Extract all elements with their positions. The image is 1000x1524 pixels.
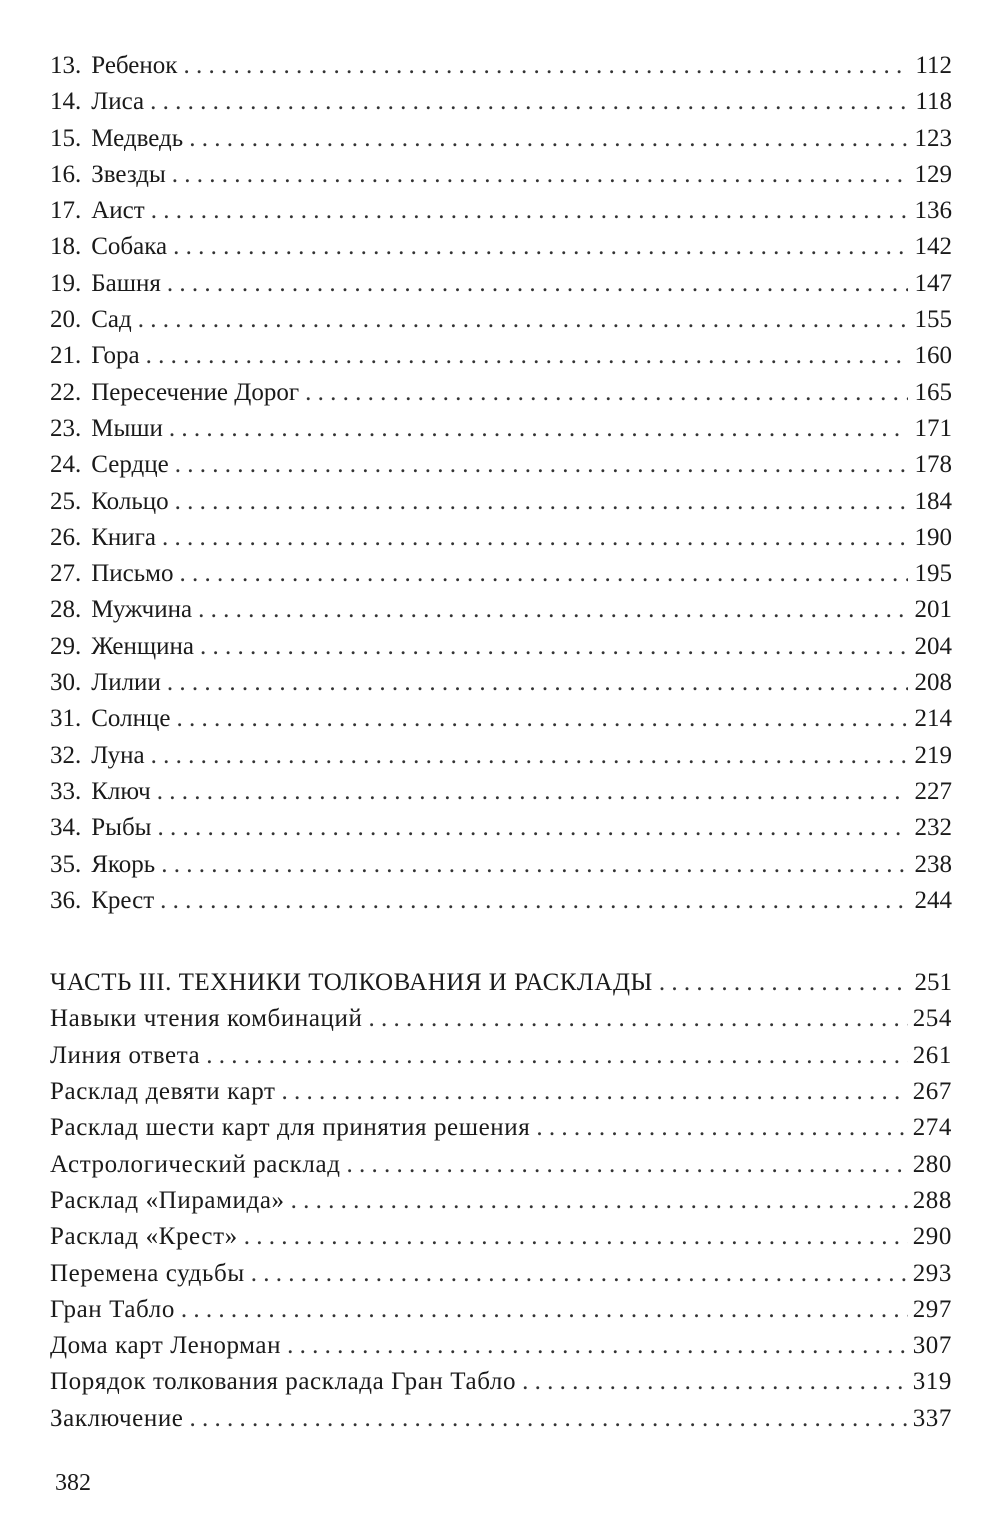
part-heading-title: ЧАСТЬ III. ТЕХНИКИ ТОЛКОВАНИЯ И РАСКЛАДЫ [50, 969, 653, 997]
dot-leader [162, 520, 908, 556]
dot-leader [206, 1038, 908, 1074]
entry-page-number: 232 [914, 814, 952, 842]
entry-number: 15. [50, 124, 82, 152]
entry-number: 28. [50, 596, 82, 624]
entry-title: Женщина [91, 632, 194, 660]
toc-entry [50, 1292, 952, 1328]
toc-entry [50, 1219, 952, 1255]
dot-leader [287, 1328, 908, 1364]
entry-title: Башня [91, 269, 161, 297]
dot-leader [160, 883, 908, 919]
part-heading [50, 965, 952, 1001]
dot-leader [176, 701, 908, 737]
toc-entry [50, 629, 952, 665]
dot-leader [150, 84, 908, 120]
toc-entry [50, 484, 952, 520]
entry-page-number: 118 [915, 88, 952, 116]
entry-number: 36. [50, 886, 82, 914]
entry-number: 33. [50, 777, 82, 805]
toc-entry [50, 48, 952, 84]
entry-title: Якорь [91, 850, 156, 878]
entry-title: Расклад «Пирамида» [50, 1186, 285, 1214]
entry-title: Медведь [91, 124, 184, 152]
toc-entry [50, 1074, 952, 1110]
entry-title: Рыбы [91, 814, 152, 842]
entry-page-number: 267 [912, 1078, 952, 1106]
entry-page-number: 112 [915, 52, 952, 79]
entry-page-number: 280 [912, 1150, 952, 1178]
entry-number: 24. [50, 451, 82, 479]
entry-page-number: 165 [914, 378, 952, 406]
dot-leader [282, 1074, 909, 1110]
entry-title: Порядок толкования расклада Гран Табло [50, 1368, 517, 1396]
toc-entry [50, 1183, 952, 1219]
entry-page-number: 290 [912, 1223, 952, 1251]
entry-title: Кольцо [91, 487, 169, 515]
entry-page-number: 184 [914, 487, 952, 515]
entry-number: 31. [50, 705, 82, 733]
entry-title: Ключ [91, 777, 151, 805]
dot-leader [189, 121, 908, 157]
entry-title: Расклад «Крест» [50, 1223, 238, 1251]
toc-entry [50, 229, 952, 265]
toc-entry [50, 266, 952, 302]
entry-title: Лилии [91, 669, 161, 697]
toc-entry [50, 411, 952, 447]
entry-title: Ребенок [91, 52, 178, 79]
entry-title: Астрологический расклад [50, 1150, 341, 1178]
dot-leader [291, 1183, 908, 1219]
entry-title: Книга [91, 523, 157, 551]
toc-entry [50, 84, 952, 120]
entry-page-number: 136 [914, 197, 952, 225]
entry-page-number: 195 [914, 560, 952, 588]
entry-page-number: 123 [914, 124, 952, 152]
entry-title: Сад [91, 306, 132, 334]
dot-leader [151, 738, 908, 774]
entry-page-number: 171 [914, 414, 952, 442]
entry-page-number: 160 [914, 342, 952, 370]
entry-page-number: 274 [912, 1114, 952, 1142]
toc-entry [50, 1001, 952, 1037]
toc-entry [50, 665, 952, 701]
entry-page-number: 288 [912, 1186, 952, 1214]
toc-entry [50, 1256, 952, 1292]
entry-title: Навыки чтения комбинаций [50, 1005, 363, 1033]
entry-page-number: 147 [914, 269, 952, 297]
dot-leader [161, 847, 908, 883]
entry-title: Расклад девяти карт [50, 1078, 276, 1106]
dot-leader [175, 484, 908, 520]
dot-leader [200, 629, 908, 665]
toc-entry [50, 847, 952, 883]
dot-leader [167, 665, 908, 701]
part-heading-page: 251 [914, 969, 952, 997]
entry-page-number: 293 [912, 1259, 952, 1287]
dot-leader [169, 411, 908, 447]
entry-title: Собака [91, 233, 168, 261]
entry-page-number: 238 [914, 850, 952, 878]
dot-leader [347, 1147, 908, 1183]
table-of-contents [50, 48, 952, 1437]
toc-entry [50, 1401, 952, 1437]
dot-leader [138, 302, 908, 338]
toc-entry [50, 883, 952, 919]
entry-page-number: 227 [914, 777, 952, 805]
dot-leader [172, 157, 908, 193]
page-number: 382 [55, 1470, 91, 1496]
toc-entry [50, 592, 952, 628]
entry-page-number: 307 [912, 1332, 952, 1360]
entry-number: 13. [50, 52, 82, 79]
entry-number: 27. [50, 560, 82, 588]
toc-entry [50, 701, 952, 737]
entry-title: Перемена судьбы [50, 1259, 245, 1287]
entry-number: 34. [50, 814, 82, 842]
entry-number: 35. [50, 850, 82, 878]
section-gap [50, 919, 952, 965]
entry-title: Мыши [91, 414, 163, 442]
toc-entry [50, 302, 952, 338]
entry-number: 16. [50, 160, 82, 188]
toc-entry [50, 810, 952, 846]
dot-leader [244, 1219, 908, 1255]
entry-page-number: 337 [912, 1404, 952, 1432]
entry-number: 32. [50, 741, 82, 769]
entry-number: 23. [50, 414, 82, 442]
dot-leader [536, 1110, 908, 1146]
entry-number: 20. [50, 306, 82, 334]
dot-leader [190, 1401, 909, 1437]
dot-leader [198, 592, 908, 628]
dot-leader [157, 810, 908, 846]
entry-number: 25. [50, 487, 82, 515]
entry-number: 29. [50, 632, 82, 660]
entry-title: Гран Табло [50, 1295, 175, 1323]
entry-title: Солнце [91, 705, 171, 733]
dot-leader [183, 48, 908, 84]
dot-leader [151, 193, 908, 229]
dot-leader [157, 774, 908, 810]
entry-number: 19. [50, 269, 82, 297]
toc-entry [50, 520, 952, 556]
toc-entry [50, 1038, 952, 1074]
entry-page-number: 261 [912, 1041, 952, 1069]
dot-leader [659, 965, 908, 1001]
toc-entry [50, 193, 952, 229]
entry-number: 22. [50, 378, 82, 406]
toc-entry [50, 121, 952, 157]
dot-leader [368, 1001, 908, 1037]
entry-page-number: 178 [914, 451, 952, 479]
toc-entry [50, 447, 952, 483]
dot-leader [146, 338, 908, 374]
section-entries-list [50, 1001, 952, 1437]
toc-entry [50, 375, 952, 411]
dot-leader [522, 1364, 908, 1400]
toc-entry [50, 1147, 952, 1183]
entry-number: 18. [50, 233, 82, 261]
entry-page-number: 297 [912, 1295, 952, 1323]
entry-title: Расклад шести карт для принятия решения [50, 1114, 531, 1142]
card-entries-list [50, 48, 952, 919]
toc-entry [50, 1328, 952, 1364]
dot-leader [167, 266, 908, 302]
toc-entry [50, 556, 952, 592]
entry-title: Крест [91, 886, 155, 914]
entry-page-number: 214 [914, 705, 952, 733]
entry-number: 14. [50, 88, 82, 116]
entry-page-number: 204 [914, 632, 952, 660]
toc-entry [50, 738, 952, 774]
entry-page-number: 219 [914, 741, 952, 769]
entry-number: 30. [50, 669, 82, 697]
entry-page-number: 254 [912, 1005, 952, 1033]
entry-page-number: 208 [914, 669, 952, 697]
toc-entry [50, 774, 952, 810]
toc-entry [50, 338, 952, 374]
entry-page-number: 142 [914, 233, 952, 261]
dot-leader [181, 1292, 908, 1328]
entry-title: Лиса [91, 88, 145, 116]
entry-title: Пересечение Дорог [91, 378, 300, 406]
entry-page-number: 129 [914, 160, 952, 188]
dot-leader [175, 447, 908, 483]
entry-title: Линия ответа [50, 1041, 201, 1069]
entry-title: Сердце [91, 451, 169, 479]
entry-page-number: 155 [914, 306, 952, 334]
entry-number: 21. [50, 342, 82, 370]
entry-page-number: 201 [914, 596, 952, 624]
entry-title: Дома карт Ленорман [50, 1332, 282, 1360]
dot-leader [173, 229, 908, 265]
entry-title: Звезды [91, 160, 166, 188]
entry-title: Заключение [50, 1404, 184, 1432]
entry-number: 26. [50, 523, 82, 551]
toc-entry [50, 1110, 952, 1146]
entry-number: 17. [50, 197, 82, 225]
entry-page-number: 319 [912, 1368, 952, 1396]
entry-page-number: 244 [914, 886, 952, 914]
entry-title: Аист [91, 197, 145, 225]
toc-entry [50, 157, 952, 193]
dot-leader [180, 556, 908, 592]
entry-title: Письмо [91, 560, 174, 588]
dot-leader [251, 1256, 908, 1292]
toc-entry [50, 1364, 952, 1400]
dot-leader [305, 375, 908, 411]
entry-page-number: 190 [914, 523, 952, 551]
entry-title: Гора [91, 342, 140, 370]
entry-title: Луна [91, 741, 145, 769]
entry-title: Мужчина [91, 596, 193, 624]
